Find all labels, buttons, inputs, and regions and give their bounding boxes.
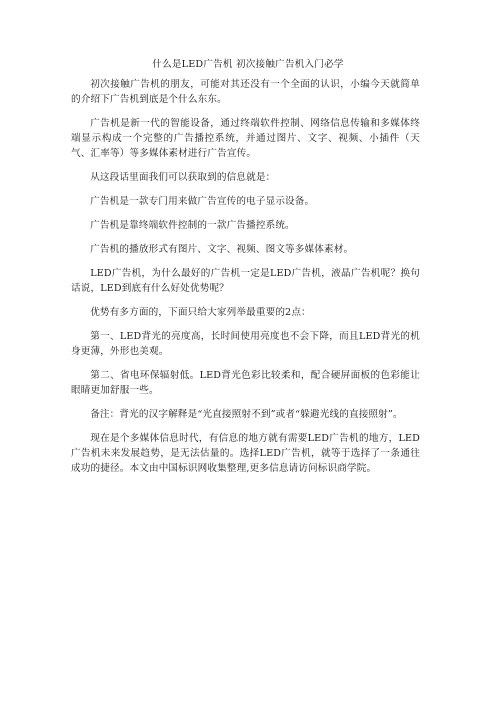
paragraph-definition: 广告机是新一代的智能设备，通过终端软件控制、网络信息传输和多媒体终端显示构成一个完整的广告播控系统，并通过图片、文字、视频、小插件（天气、汇率等）等多媒体素材进行广告宣传。 xyxy=(71,118,420,159)
paragraph-led-question: LED广告机，为什么最好的广告机一定是LED广告机，液晶广告机呢？换句话说，LED到底有什么好处优势呢？ xyxy=(71,268,420,294)
document-body xyxy=(71,77,420,485)
paragraph-point-2: 广告机是靠终端软件控制的一款广告播控系统。 xyxy=(90,220,295,231)
paragraph-point-1: 广告机是一款专门用来做广告宣传的电子显示设备。 xyxy=(90,196,315,207)
paragraph-point-3: 广告机的播放形式有图片、文字、视频、图文等多媒体素材。 xyxy=(90,244,354,255)
paragraph-advantage-2: 第二、省电环保辐射低。LED背光色彩比较柔和，配合硬屏面板的色彩能让眼睛更加舒服一些。 xyxy=(71,370,420,396)
paragraph-note: 备注：背光的汉字解释是“光直接照射不到”或者“躲避光线的直接照射”。 xyxy=(90,409,403,420)
paragraph-info-lead: 从这段话里面我们可以获取到的信息就是： xyxy=(90,172,276,183)
paragraph-conclusion: 现在是个多媒体信息时代，有信息的地方就有需要LED广告机的地方，LED广告机未来发展趋势，是无法估量的。选择LED广告机，就等于选择了一条通往成功的捷径。本文由中国标识网收集整理,更多信息请访问标识商学院。 xyxy=(71,433,420,474)
paragraph-advantages-lead: 优势有多方面的，下面只给大家列举最重要的2点： xyxy=(90,307,311,318)
paragraph-advantage-1: 第一、LED背光的亮度高，长时间使用亮度也不会下降，而且LED背光的机身更薄，外形也美观。 xyxy=(71,331,420,357)
paragraph-intro: 初次接触广告机的朋友，可能对其还没有一个全面的认识，小编今天就简单的介绍下广告机到底是个什么东东。 xyxy=(71,79,420,105)
document-title: 什么是LED广告机 初次接触广告机入门必学 xyxy=(152,59,344,70)
